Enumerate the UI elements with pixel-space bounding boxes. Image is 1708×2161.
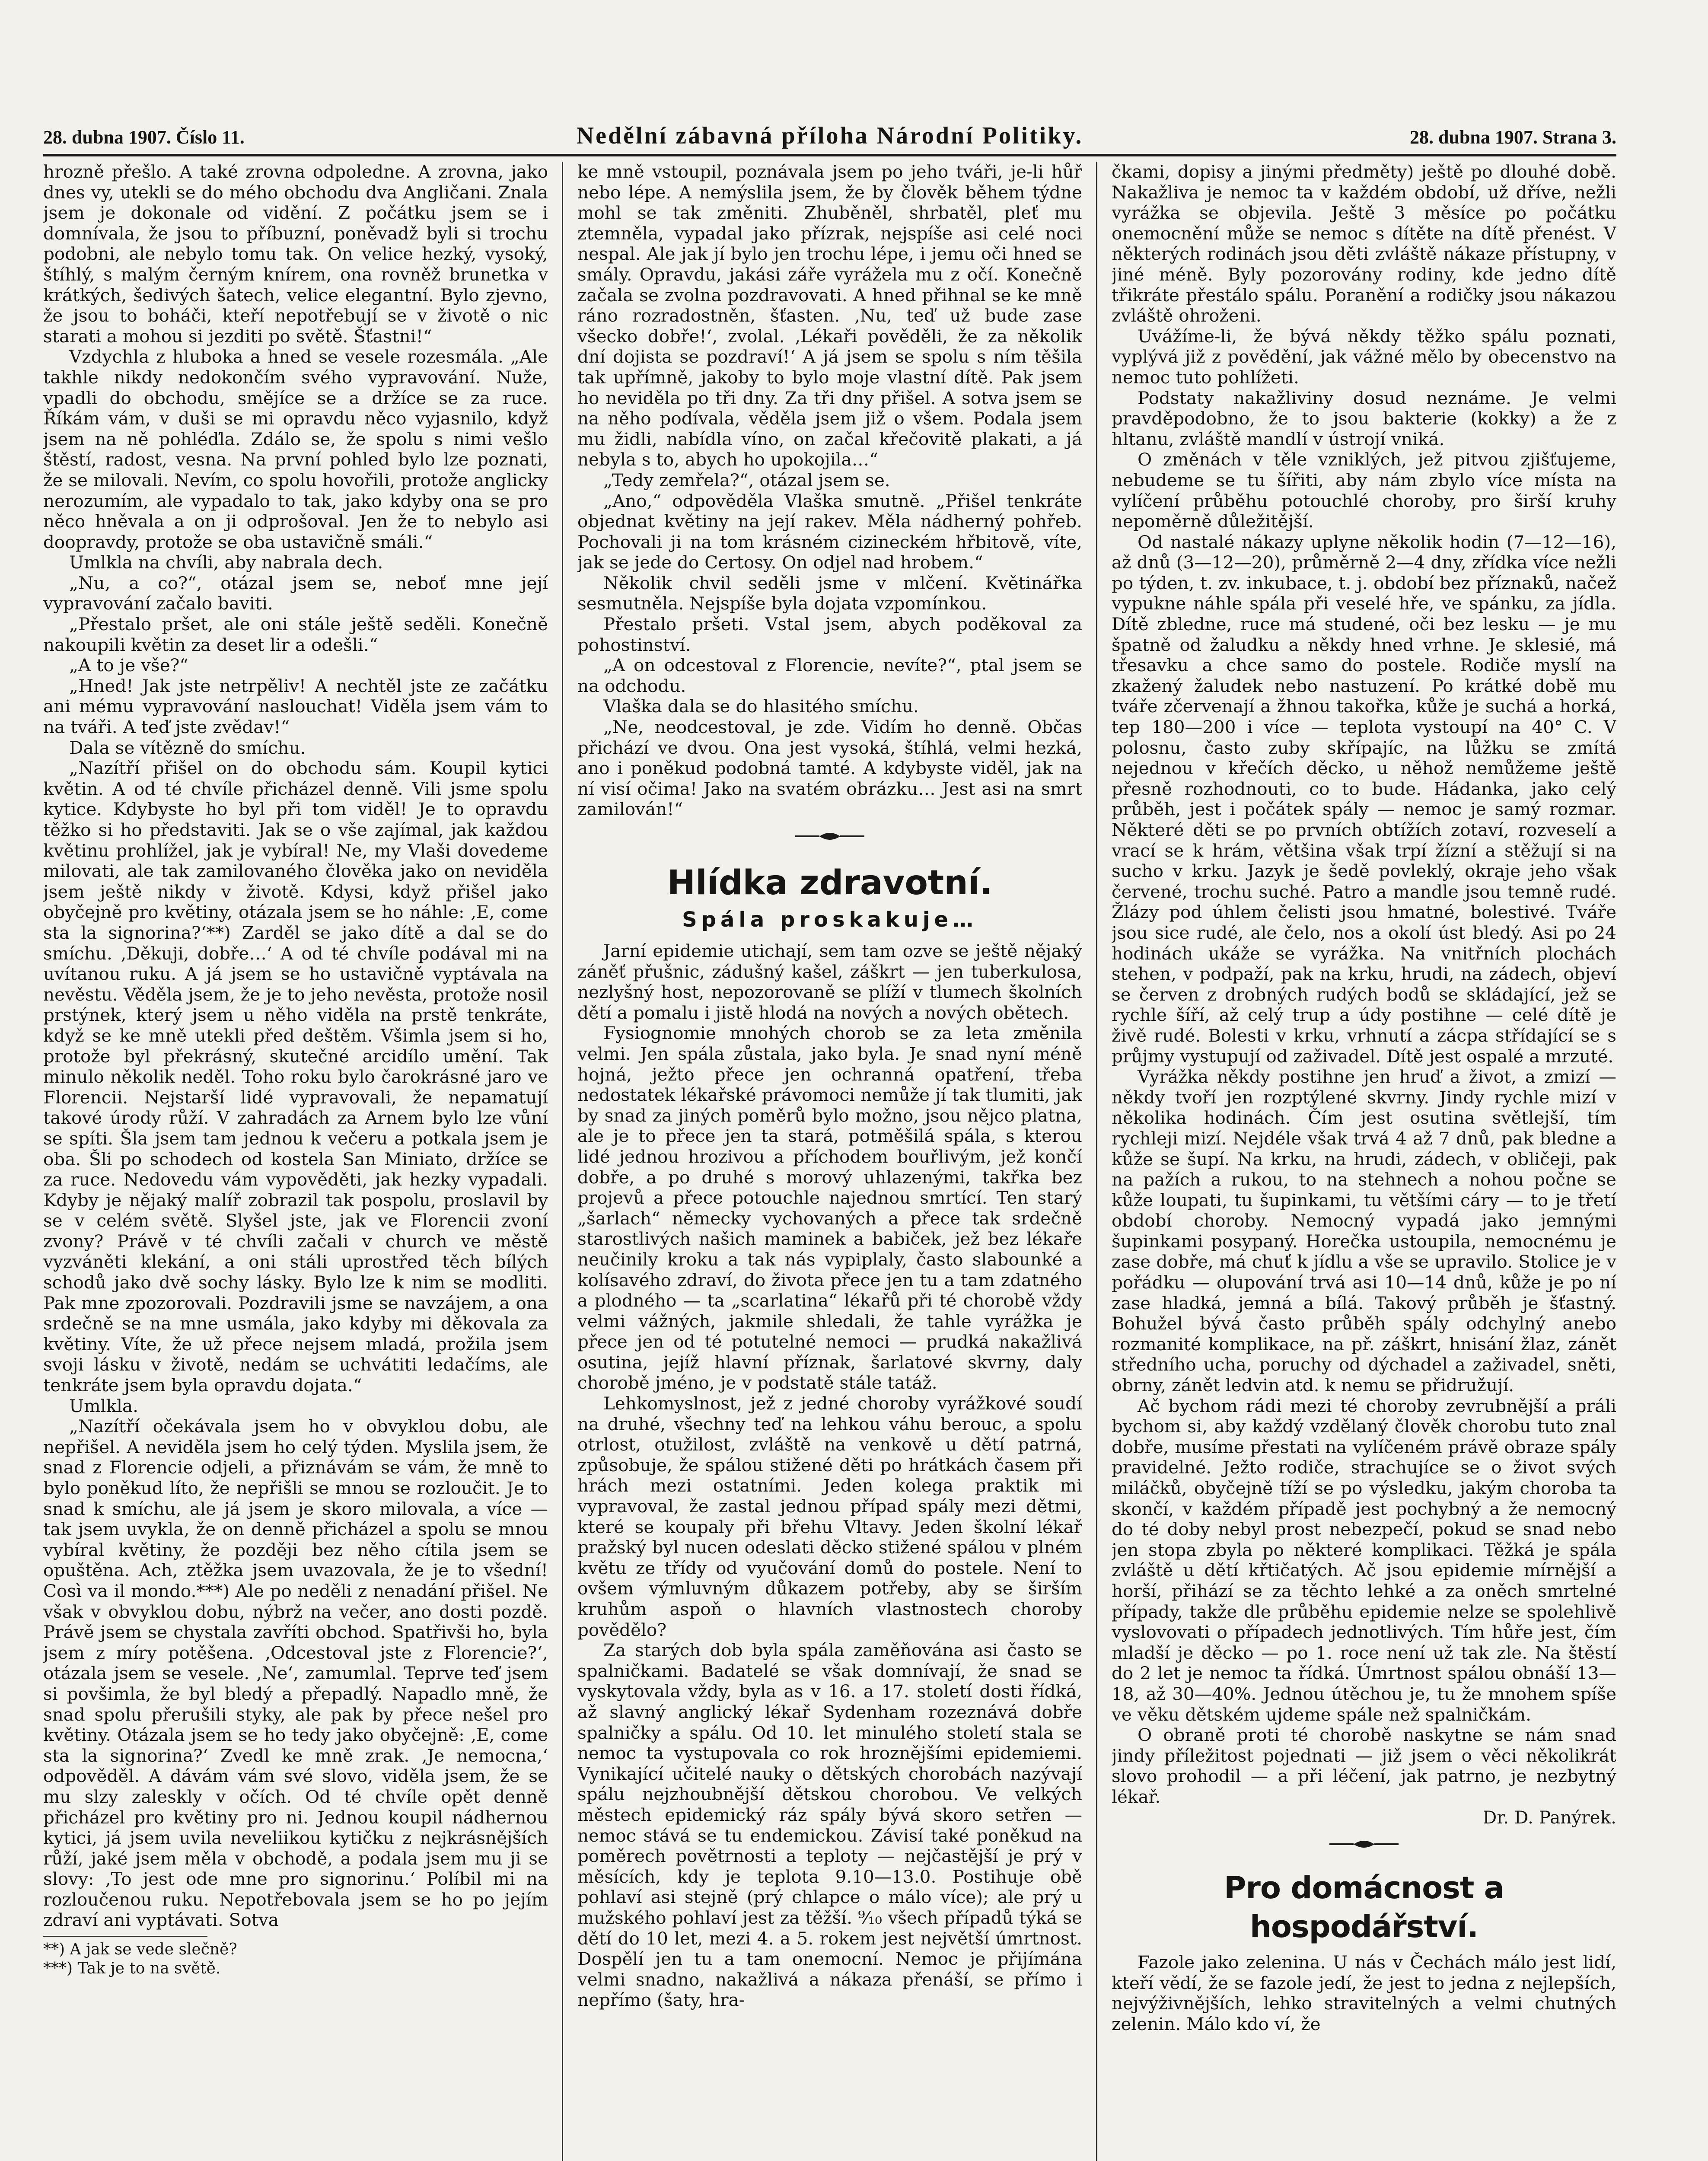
paragraph: „Nazítří očekávala jsem ho v obvyklou dobu, ale nepřišel. A neviděla jsem ho celý týden. Myslila jsem, že snad z Florencie odjeli, a přiznávám se vám, že mně to bylo poněkud líto, že nepřišli se mnou se rozloučit. Je to snad k smíchu, ale já jsem je skoro milovala, a více — tak jsem uvykla, že on denně přicházel a spolu se mnou vybíral květiny, že později bez něho cítila jsem se opuštěna. Ach, ztěžka jsem uvazovala, že je to všední! Così va il mondo.***) Ale po neděli z nenadání přišel. Ne však v obvyklou dobu, nýbrž na večer, ano dosti pozdě. Právě jsem se chystala zavříti obchod. Spatřivši ho, byla jsem z míry potěšena. ‚Odcestoval jste z Florencie?‘, otázala jsem se vesele. ‚Ne‘, zamumlal. Teprve teď jsem si povšimla, že byl bledý a přepadlý. Napadlo mně, že snad spolu přerušili styky, ale pak by přece nešel pro květiny. Otázala jsem se ho tedy jako obyčejně: ‚E, come sta la signorina?‘ Zvedl ke mně zrak. ‚Je nemocna,‘ odpověděl. A dávám vám své slovo, viděla jsem, že se mu slzy zaleskly v očích. Od té chvíle opět denně přicházel pro květiny pro ni. Jednou koupil nádhernou kytici, já jsem uvila neveliikou kytičku z nejkrásnějších růží, jaké jsem měla v obchodě, a podala jsem mu ji se slovy: ‚To jest ode mne pro signorinu.‘ Políbil mi na rozloučenou ruku. Nepotřebovala jsem se ho po jejím zdraví ani vyptávati. Sotva — [43, 1416, 548, 1931]
paragraph: Lehkomyslnost, jež z jedné choroby vyrážkové soudí na druhé, všechny teď na lehkou váhu berouc, a spolu otrlost, otužilost, zvláště na venkově u dětí patrná, způsobuje, že spálou stižené děti po hrátkách časem při hrách mezi ostatními. Jeden kolega praktik mi vypravoval, že zastal jednou případ spály mezi dětmi, které se koupaly při břehu Vltavy. Jeden školní lékař pražský byl nucen odeslati děcko stižené spálou v plném květu ze třídy od vyučování domů do postele. Není to ovšem výmluvným důkazem potřeby, aby se širším kruhům aspoň o hlavních vlastnostech choroby povědělo? — [577, 1393, 1082, 1640]
column-2 — [577, 162, 1082, 2161]
section-heading-health: Hlídka zdravotní. — [667, 864, 993, 902]
paragraph: Přestalo pršeti. Vstal jsem, abych poděkoval za pohostinství. — [577, 614, 1082, 655]
header-left-date: 28. dubna 1907. Číslo 11. — [43, 127, 245, 148]
ornament-divider — [577, 828, 1082, 845]
paragraph: Několik chvil seděli jsme v mlčení. Květinářka sesmutněla. Nejspíše byla dojata vzpomínkou. — [577, 572, 1082, 614]
paragraph: „Ano,“ odpověděla Vlaška smutně. „Přišel tenkráte objednat květiny na její rakev. Měla nádherný pohřeb. Pochovali ji na tom krásném cizineckém hřbitově, víte, jak se jede do Certosy. On odjel nad hrobem.“ — [577, 490, 1082, 573]
paragraph: „Nu, a co?“, otázal jsem se, neboť mne její vypravování začalo baviti. — [43, 572, 548, 614]
paragraph: Umlkla. — [69, 1395, 139, 1416]
section-heading-household: Pro domácnost a hospodářství. — [1224, 1870, 1504, 1945]
paragraph: Vyrážka někdy postihne jen hruď a život, a zmizí — někdy tvoří jen rozptýlené skvrny. Jindy rychle mizí v několika hodinách. Čím jest osutina světlejší, tím rychleji mizí. Nejdéle však trvá 4 až 7 dnů, pak bledne a kůže se šupí. Na krku, na hrudi, zádech, v obličeji, pak na pažích a rukou, to na stehnech a nohou počne se kůže loupati, tu šupinkami, tu většími cáry — to je třetí období choroby. Nemocný vypadá jako jemnými šupinkami posypaný. Horečka ustoupila, nemocnému je zase dobře, má chuť k jídlu a vše se upravilo. Stolice je v pořádku — olupování trvá asi 10—14 dnů, kůže je po ní zase hladká, jemná a bílá. Takový průběh je šťastný. Bohužel bývá často průběh spály odchylný anebo rozmanité komplikace, na př. záškrt, hnisání žlaz, zánět středního ucha, poruchy od dýchadel a zaživadel, sněti, obrny, zánět ledvin atd. k nemu se přidružují. — [1112, 1066, 1616, 1396]
paragraph: O obraně proti té chorobě naskytne se nám snad jindy příležitost pojednati — již jsem o věci několikrát slovo prohodil — a při léčení, jak patrno, je nezbytný lékař. — [1112, 1724, 1616, 1807]
paragraph: „Ne, neodcestoval, je zde. Vidím ho denně. Občas přichází ve dvou. Ona jest vysoká, štíhlá, velmi hezká, ano i poněkud podobná tamté. A kdybyste viděl, jak na ní visí očima! Jako na svatém obrázku… Jest asi na smrt zamilován!“ — [577, 717, 1082, 820]
paragraph: Za starých dob byla spála zaměňována asi často se spalničkami. Badatelé se však domnívají, že snad se vyskytovala vždy, byla as v 16. a 17. století dosti řídká, až slavný anglický lékař Sydenham rozeznává dobře spalničky a spálu. Od 10. let minulého století stala se nemoc ta vystupovala co rok hroznějšími epidemiemi. Vynikající učitelé nauky o dětských chorobách nazývají spálu nejzhoubnější dětskou chorobou. Ve velkých městech epidemický ráz spály bývá skoro setřen — nemoc stává se tu endemickou. Závisí také poněkud na poměrech povětrnosti a teploty — nejčastější je prý v měsících, kdy je teplota 9.10—13.0. Postihuje obě pohlaví asi stejně (prý chlapce o málo více); ale prý u mužského pohlaví jest za těžší. ⁹⁄₁₀ všech případů týká se dětí do 10 let, mezi 4. a 5. rokem jest největší úmrtnost. Dospělí jen tu a tam onemocní. Nemoc je přijímána velmi snadno, nakažlivá a nákaza přenáší, se přímo i nepřímo (šaty, hra- — [577, 1640, 1082, 2011]
paragraph: O změnách v těle vzniklých, jež pitvou zjišťujeme, nebudeme se tu šířiti, aby nám zbylo více místa na vylíčení průběhu potouchlé choroby, pro širší kruhy nepoměrně důležitější. — [1112, 449, 1616, 532]
paragraph: hrozně přešlo. A také zrovna odpoledne. A zrovna, jako dnes vy, utekli se do mého obchodu dva Angličani. Znala jsem je dokonale od vidění. Z počátku jsem se i domnívala, že jsou to příbuzní, poněvadž byli si trochu podobni, ale nebylo tomu tak. On velice hezký, vysoký, štíhlý, s malým černým knírem, ona rovněž brunetka v krátkých, šedivých šatech, velice elegantní. Bylo zjevno, že jsou to boháči, kteří nepotřebují se v životě o nic starati a mohou si jezditi po světě. Šťastni!“ — [43, 162, 548, 347]
paragraph: Uvážíme-li, že bývá někdy těžko spálu poznati, vyplývá již z povědění, jak vážné mělo by obecenstvo na nemoc tuto pohlížeti. — [1112, 325, 1616, 388]
footnote: **) A jak se vede slečně? — [43, 1941, 237, 1959]
paragraph: Od nastalé nákazy uplyne několik hodin (7—12—16), až dnů (3—12—20), průměrně 2—4 dny, zřídka více nežli po týden, t. zv. inkubace, t. j. období bez příznaků, načež vypukne náhle spála při veselé hře, ve spánku, za jídla. Dítě zbledne, ruce má studené, oči bez lesku — je mu špatně od žaludku a někdy hned vrhne. Je sklesié, má třesavku a chce samo do postele. Rodiče myslí na zkažený žaludek nebo nastuzení. Po krátké době mu tváře zčervenají a žhnou takořka, kůže je suchá a horká, tep 180—200 i více — teplota vystoupí na 40° C. V polosnu, často zuby skřípajíc, na lůžku se zmítá nejednou v křečích děcko, u něhož nemůžeme ještě přesně rozhodnouti, co to bude. Hádanka, jako celý průběh, jest i počátek spály — nemoc je samý rozmar. Některé děti se po prvních obtížích zotaví, rozveselí a vrací se k hrám, většina však trpí žízní a stěžují si na sucho v krku. Jazyk je šedě povleklý, okraje jeho však červené, trochu suché. Patro a mandle jsou temně rudé. Žlázy pod úhlem čelisti jsou hmatné, bolestivé. Tváře jsou sice rudé, ale čelo, nos a okolí úst bledý. Asi po 24 hodinách ukáže se vyrážka. Na vnitřních plochách stehen, v podpaží, pak na krku, hrudi, na zádech, objeví se červen z drobných rudých bodů se skládající, jež se rychle šíří, až celý trup a údy postihne — celé dítě je živě rudé. Bolesti v krku, vrhnutí a zácpa střídající se s průjmy vystupují od zaživadel. Dítě jest ospalé a mrzuté. — [1112, 531, 1616, 1067]
column-divider — [1096, 162, 1097, 2161]
footnote: ***) Tak je to na světě. — [43, 1960, 221, 1978]
column-1 — [43, 162, 548, 2161]
footnotes — [43, 1936, 237, 1978]
paragraph: „Hned! Jak jste netrpěliv! A nechtěl jste ze začátku ani mému vypravování naslouchat! Viděla jsem vám to na tváři. A teď jste zvědav!“ — [43, 675, 548, 738]
header-title: Nedělní zábavná příloha Národní Politiky. — [576, 122, 1083, 149]
paragraph: Podstaty nakažliviny dosud neznáme. Je velmi pravděpodobno, že to jsou bakterie (kokky) a že z hltanu, zvláště mandlí v ústrojí vniká. — [1112, 387, 1616, 449]
paragraph: „Přestalo pršet, ale oni stále ještě seděli. Konečně nakoupili květin za deset lir a odešli.“ — [43, 614, 548, 655]
ornament-divider — [1112, 1836, 1616, 1853]
header-rule — [43, 154, 1616, 156]
paragraph: Fazole jako zelenina. U nás v Čechách málo jest lidí, kteří vědí, že se fazole jedí, že jest to jedna z nejlepších, nejvýživnějších, lehko stravitelných a velmi chutných zelenin. Málo kdo ví, že — [1112, 1952, 1616, 2034]
paragraph: Dala se vítězně do smíchu. — [69, 737, 306, 758]
paragraph: Ač bychom rádi mezi té choroby zevrubnější a práli bychom si, aby každý vzdělaný člověk chorobu tuto znal dobře, musíme přestati na vylíčeném právě obraze spály pravidelné. Ježto rodiče, strachujíce se o život svých miláčků, obyčejně tíží se po výsledku, jakým choroba ta skončí, v každém případě jest pochybný a že nemocný do té doby nebyl prost nebezpečí, pokud se snad nebo jen stopa zbyla po některé komplikaci. Těžká je spála zvláště u dětí křtičatých. Ač jsou epidemie mírnější a horší, přihází se za těchto lehké a za oněch smrtelné případy, takže dle průběhu epidemie nelze se spolehlivě vyslovovati o případech jednotlivých. Tím hůře jest, čím mladší je děcko — po 1. roce není už tak zle. Na štěstí do 2 let je nemoc ta řídká. Úmrtnost spálou obnáší 13—18, až 30—40%. Jednou útěchou je, tu že mnohem spíše ve věku dětském ujdeme spále než spalničkám. — [1112, 1395, 1616, 1725]
paragraph: „Tedy zemřela?“, otázal jsem se. — [603, 469, 890, 491]
paragraph: Vlaška dala se do hlasitého smíchu. — [603, 696, 919, 717]
page-header — [43, 116, 1616, 155]
paragraph: Fysiognomie mnohých chorob se za leta změnila velmi. Jen spála zůstala, jako byla. Je snad nyní méně hojná, ježto přece jen ochranná opatření, třeba nedostatek lékařské právomoci nemůže jí tak tlumiti, jak by snad za jiných poměrů bylo možno, jsou nějco platna, ale je to přece jen ta stará, potměšilá spála, s kterou lidé jednou hrozivou a příchodem bouřlivým, jež končí dobře, a po druhé s morový uhlazenými, takřka bez projevů a přece potouchle najednou smrtící. Ten starý „šarlach“ německy vychovaných a přece tak srdečně starostlivých našich maminek a babiček, jež bez lékaře neučinily kroku a tak nás vypiplaly, často slabounké a kolísavého zdraví, do života přece jen tu a tam zdatného a plodného — ta „scarlatina“ lékařů při té chorobě vždy velmi vážných, jakmile shledali, že tahle vyrážka je přece jen od té potutelné nemoci — prudká nakažlivá osutina, jejíž hlavní příznak, šarlatové skvrny, daly chorobě jméno, je v podstatě stále tatáž. — [577, 1023, 1082, 1393]
paragraph: Jarní epidemie utichají, sem tam ozve se ještě nějaký záněť přušnic, zádušný kašel, záškrt — jen tuberkulosa, nezlyšný host, nepozorovaně se plíží v tlumech školních dětí a pomalu i jistě hlodá na nových a nových obětech. — [577, 940, 1082, 1023]
paragraph: „A to je vše?“ — [69, 655, 189, 676]
header-right-page: 28. dubna 1907. Strana 3. — [1409, 127, 1616, 148]
paragraph: „Nazítří přišel on do obchodu sám. Koupil kytici květin. A od té chvíle přicházel denně. Vili jsme spolu kytice. Kdybyste ho byl při tom viděl! Je to opravdu těžko si ho představiti. Jak se o vše zajímal, jak každou květinu prohlížel, jak je vybíral! Ne, my Vlaši dovedeme milovati, ale tak zamilovaného člověka jako on neviděla jsem ještě nikdy v životě. Kdysi, když přišel jako obyčejně pro květiny, otázala jsem se ho náhle: ‚E, come sta la signorina?‘**) Zarděl se jako dítě a dal se do smíchu. ‚Děkuji, dobře…‘ A od té chvíle podával mi na uvítanou ruku. A já jsem se ho ustavičně vyptávala na nevěstu. Věděla jsem, že je to jeho nevěsta, protože nosil prstýnek, který jsem u něho viděla na prstě tenkráte, když se ke mně utekli před deštěm. Všimla jsem si ho, protože byl překrásný, skutečné arcidílo umění. Tak minulo několik neděl. Toho roku bylo čarokrásné jaro ve Florencii. Nejstarší lidé vypravovali, že nepamatují takové úrody růží. V zahradách za Arnem bylo lze vůní se spíti. Šla jsem tam jednou k večeru a potkala jsem je oba. Šli po schodech od kostela San Miniato, držíce se za ruce. Nedovedu vám vypověděti, jak hezky vypadali. Kdyby je nějaký malíř zobrazil tak pospolu, proslavil by se v celém světě. Slyšel jste, jak ve Florencii zvoní zvony? Právě v té chvíli začali v church ve městě vyzváněti klekání, a oni stáli uprostřed těch bílých schodů jako dvě sochy lásky. Bylo lze k nim se modliti. Pak mne zpozorovali. Pozdravili jsme se navzájem, a ona srdečně se na mne usmála, jako kdyby mi děkovala za květiny. Víte, že už přece nejsem mladá, prožila jsem svoji lásku v životě, nedám se uchvátiti ledačíms, ale tenkráte jsem byla opravdu dojata.“ — [43, 758, 548, 1396]
article-subheading: Spála proskakuje… — [682, 908, 978, 932]
paragraph: Umlkla na chvíli, aby nabrala dech. — [69, 552, 383, 573]
paragraph: ke mně vstoupil, poznávala jsem po jeho tváři, je-li hůř nebo lépe. A nemýslila jsem, že by člověk během týdne mohl se tak změniti. Zhuběněl, shrbatěl, pleť mu ztemněla, vypadal jako přízrak, nejspíše asi celé noci nespal. Ale jak jí bylo jen trochu lépe, i jemu oči hned se smály. Opravdu, jakási záře vyrážela mu z očí. Konečně začala se zvolna pozdravovati. A hned přihnal se ke mně ráno rozradostněn, šťasten. ‚Nu, teď už bude zase všecko dobře!‘, zvolal. ‚Lékaři pověděli, že za několik dní dojista se pozdraví!‘ A já jsem se spolu s ním těšila tak upřímně, jakoby to bylo moje vlastní dítě. Pak jsem ho neviděla po tři dny. Za tři dny přišel. A sotva jsem se na něho podívala, věděla jsem již o všem. Podala jsem mu židli, nabídla víno, on začal křečovitě plakati, a já nebyla s to, abych ho upokojila…“ — [577, 162, 1082, 470]
paragraph: čkami, dopisy a jinými předměty) ještě po dlouhé době. Nakažliva je nemoc ta v každém období, už dříve, nežli vyrážka se objevila. Ještě 3 měsíce po počátku onemocnění může se nemoc s dítěte na dítě přenést. V některých rodinách jsou děti zvláště nákaze přístupny, v jiné méně. Byly pozorovány rodiny, kde jedno dítě třikráte přestálo spálu. Poranění a rodičky jsou nákazou zvláště ohroženi. — [1112, 162, 1616, 326]
paragraph: Vzdychla z hluboka a hned se vesele rozesmála. „Ale takhle nikdy nedokončím svého vypravování. Nuže, vpadli do obchodu, smějíce se a držíce se za ruce. Říkám vám, v duši se mi opravdu něco vyjasnilo, když jsem na ně pohléďla. Zdálo se, že spolu s nimi vešlo štěstí, radost, vesna. Na první pohled bylo lze poznati, že se milovali. Nevím, co spolu hovořili, protože anglicky nerozumím, ale vypadalo to tak, jako kdyby ona se pro něco hněvala a on ji odprošoval. Jen že to nebylo asi doopravdy, protože se oba ustavičně smáli.“ — [43, 346, 548, 552]
author-signature: Dr. D. Panýrek. — [1482, 1807, 1616, 1828]
paragraph: „A on odcestoval z Florencie, nevíte?“, ptal jsem se na odchodu. — [577, 655, 1082, 696]
column-divider — [562, 162, 563, 2161]
column-3 — [1112, 162, 1616, 2161]
